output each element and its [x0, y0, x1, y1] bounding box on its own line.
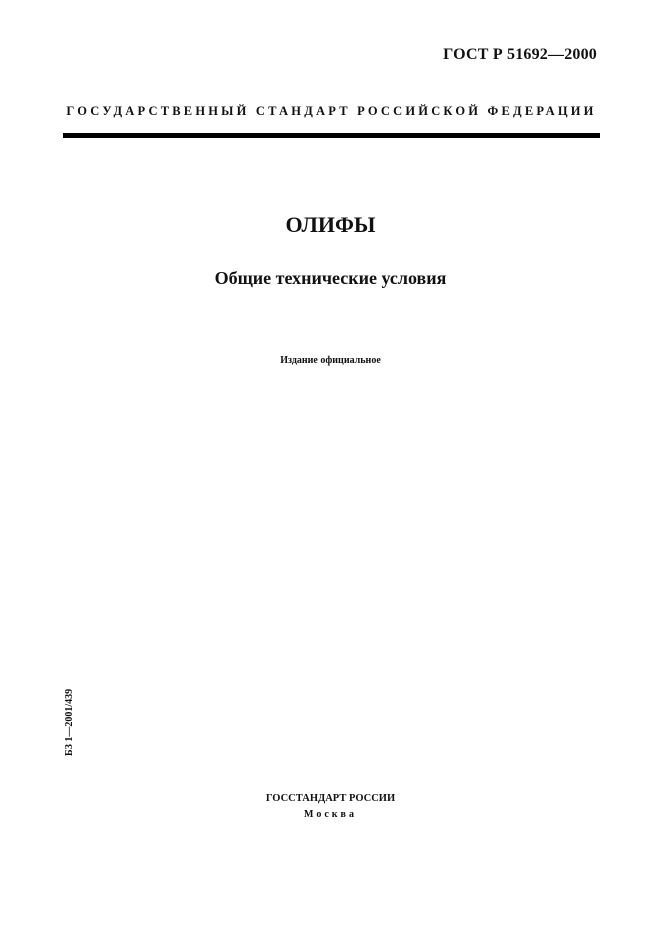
- header-divider: [63, 133, 600, 138]
- document-title: ОЛИФЫ: [285, 212, 376, 237]
- organization-header: ГОСУДАРСТВЕННЫЙ СТАНДАРТ РОССИЙСКОЙ ФЕДЕРАЦИИ: [66, 104, 597, 118]
- publisher-name: ГОССТАНДАРТ РОССИИ: [265, 793, 396, 804]
- document-subtitle: Общие технические условия: [214, 268, 447, 288]
- edition-note: Издание официальное: [280, 355, 381, 366]
- standard-number: ГОСТ Р 51692—2000: [443, 46, 597, 63]
- publisher-city: Москва: [304, 809, 357, 820]
- side-code: БЗ 1—2001/439: [64, 688, 75, 756]
